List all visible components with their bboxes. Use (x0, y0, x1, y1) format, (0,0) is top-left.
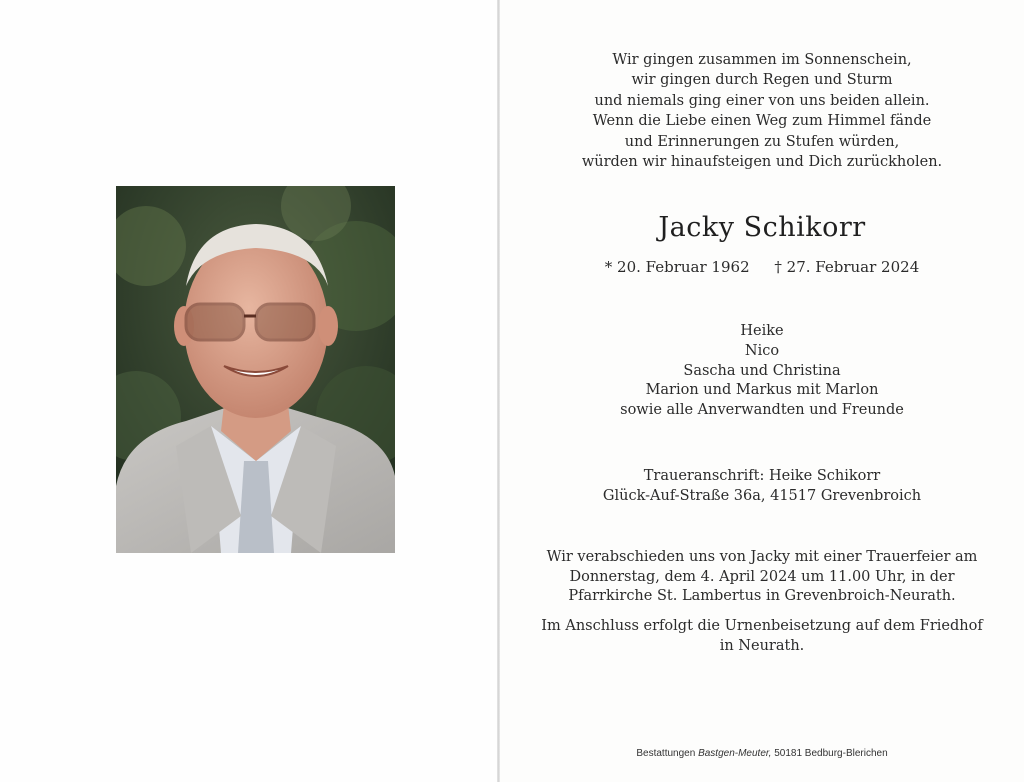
burial-line: Im Anschluss erfolgt die Urnenbeisetzung auf dem Friedhof (541, 618, 983, 634)
funeral-home-footer (500, 748, 1024, 759)
burial-line: in Neurath. (719, 637, 805, 654)
service-notice (500, 548, 1024, 607)
poem (500, 50, 1024, 172)
mourner-line: Sascha und Christina (683, 362, 841, 379)
mourner-line: Nico (744, 342, 780, 359)
birth-date: * 20. Februar 1962 (604, 258, 750, 276)
poem-line: und niemals ging einer von uns beiden allein. (594, 92, 930, 109)
mourner-line: Marion und Markus mit Marlon (645, 382, 879, 399)
funeral-home-name: Bastgen-Meuter, (698, 748, 772, 759)
mourners-list (500, 322, 1024, 421)
address-line: Glück-Auf-Straße 36a, 41517 Grevenbroich (602, 488, 922, 504)
mourner-line: Heike (740, 323, 784, 339)
left-page (0, 0, 497, 782)
poem-line: Wenn die Liebe einen Weg zum Himmel fände (592, 113, 932, 130)
death-date: † 27. Februar 2024 (774, 258, 920, 276)
service-line: Wir verabschieden uns von Jacky mit einer Trauerfeier am (546, 549, 978, 565)
right-page (500, 0, 1024, 782)
mourner-line: sowie alle Anverwandten und Freunde (620, 402, 904, 419)
poem-line: würden wir hinaufsteigen und Dich zurückholen. (581, 154, 943, 171)
address-line: Traueranschrift: Heike Schikorr (643, 468, 881, 484)
poem-line: Wir gingen zusammen im Sonnenschein, (612, 52, 912, 68)
deceased-name: Jacky Schikorr (658, 212, 866, 243)
life-dates (500, 258, 1024, 276)
poem-line: und Erinnerungen zu Stufen würden, (624, 133, 900, 150)
burial-notice (500, 617, 1024, 656)
footer-prefix: Bestattungen (636, 748, 696, 759)
poem-line: wir gingen durch Regen und Sturm (631, 72, 893, 89)
service-line: Donnerstag, dem 4. April 2024 um 11.00 Uhr, in der (569, 568, 955, 585)
mourning-address (500, 466, 1024, 506)
service-line: Pfarrkirche St. Lambertus in Grevenbroich-Neurath. (568, 588, 956, 605)
portrait-photo (116, 186, 395, 553)
funeral-home-address: 50181 Bedburg-Blerichen (774, 748, 888, 759)
